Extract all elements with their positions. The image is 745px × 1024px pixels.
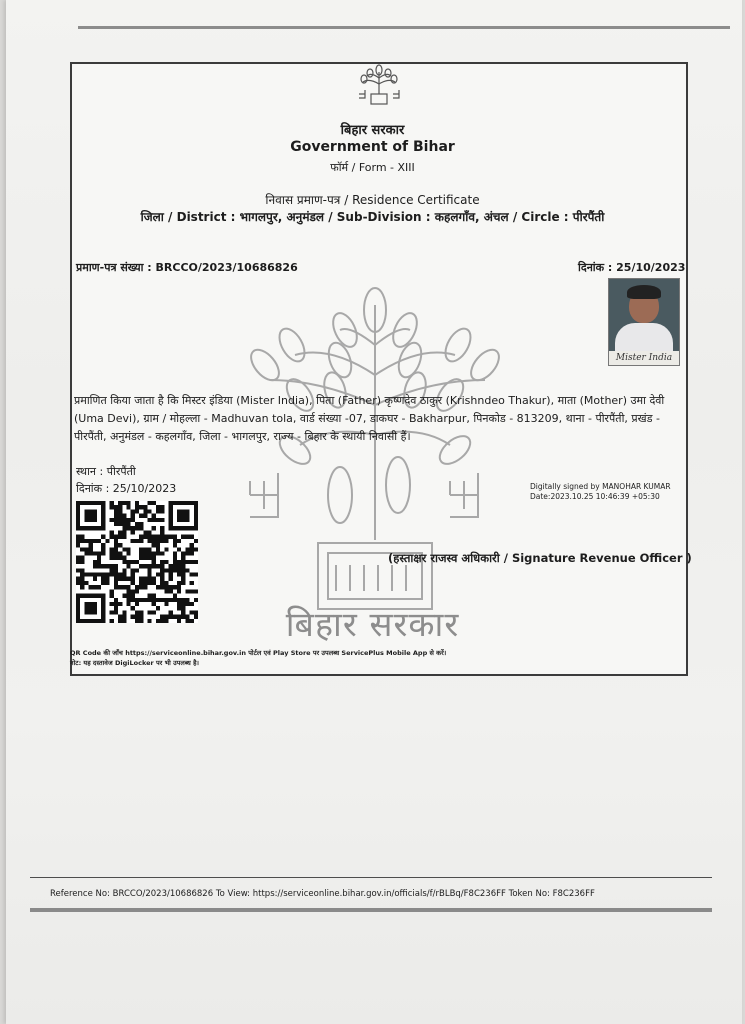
- certificate-number: प्रमाण-पत्र संख्या : BRCCO/2023/10686826: [76, 261, 298, 274]
- footer-rule-thick: [30, 908, 712, 912]
- top-rule: [78, 26, 730, 29]
- issue-date-top: दिनांक : 25/10/2023: [578, 261, 686, 274]
- bihar-sarkar-watermark: बिहार सरकार: [285, 605, 460, 645]
- signature-label: (हस्ताक्षर राजस्व अधिकारी / Signature Revenue Officer ): [388, 551, 692, 565]
- issue-date-bottom: दिनांक : 25/10/2023: [76, 482, 177, 495]
- header-hindi-title: बिहार सरकार: [340, 123, 405, 138]
- district-line: जिला / District : भागलपुर, अनुमंडल / Sub-Division : कहलगाँव, अंचल / Circle : पीरपैंती: [140, 210, 605, 224]
- certificate-title: निवास प्रमाण-पत्र / Residence Certificate: [265, 193, 480, 207]
- qr-note: [70, 648, 446, 668]
- certificate-body: प्रमाणित किया जाता है कि मिस्टर इंडिया (Mister India), पिता (Father) कृष्णदेव ठाकुर (Krishndeo Thakur), माता (Mother) उमा देवी (Uma Devi), ग्राम / मोहल्ला - Madhuvan tola, वार्ड संख्या -07, डाकघर - Bakharpur, पिनकोड - 813209, थाना - पीरपैंती, प्रखंड - पीरपैंती, अनुमंडल - कहलगाँव, जिला - भागलपुर, राज्य - बिहार के स्थायी निवासी हैं।: [74, 394, 665, 443]
- qr-note-line-2: नोट: यह दस्तावेज DigiLocker पर भी उपलब्ध है।: [70, 659, 199, 667]
- digital-signature-date: Date:2023.10.25 10:46:39 +05:30: [530, 492, 660, 501]
- applicant-photo: [608, 278, 680, 366]
- form-number: फॉर्म / Form - XIII: [330, 161, 415, 174]
- footer-rule: [30, 877, 712, 878]
- place-label: स्थान : पीरपैंती: [76, 465, 136, 478]
- bihar-emblem-icon: [355, 64, 403, 110]
- footer-reference: Reference No: BRCCO/2023/10686826 To View: https://serviceonline.bihar.gov.in/officials/f/rBLBq/F8C236FF Token No: F8C236FF: [50, 889, 595, 899]
- digital-signature-name: Digitally signed by MANOHAR KUMAR: [530, 482, 671, 491]
- photo-signature: Mister India: [609, 351, 679, 365]
- header-english-title: Government of Bihar: [290, 139, 455, 155]
- qr-note-line-1: QR Code की जाँच https://serviceonline.bihar.gov.in पोर्टल एवं Play Store पर उपलब्ध ServicePlus Mobile App से करें।: [70, 649, 447, 657]
